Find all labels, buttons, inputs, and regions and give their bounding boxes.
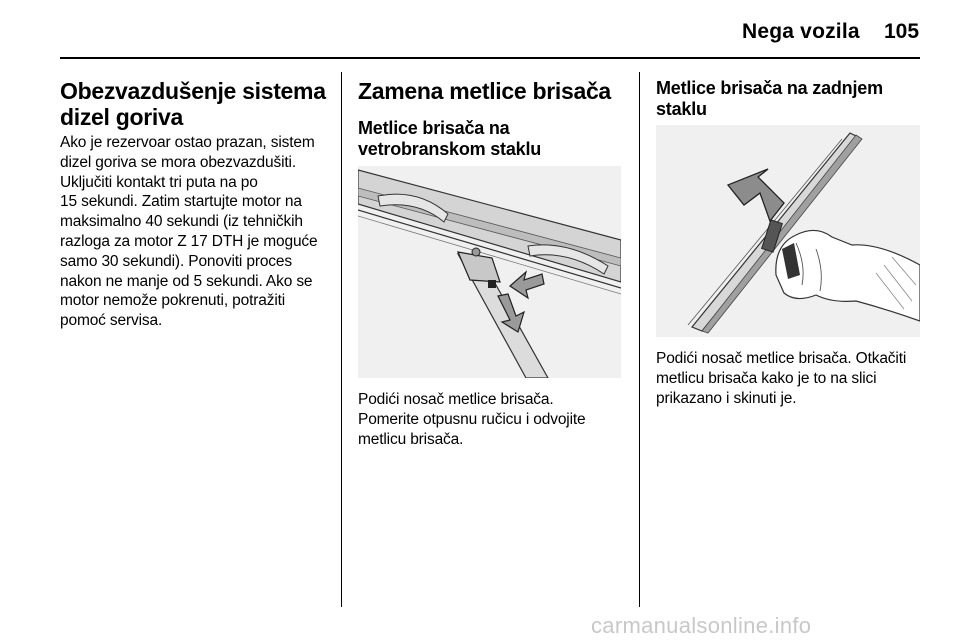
subheading-rear-window-wiper: Metlice brisača na zadnjem staklu: [656, 78, 883, 119]
watermark: carmanualsonline.info: [591, 613, 812, 638]
rear-wiper-caption: Podići nosač metlice brisača. Otkačiti metlicu brisača kako je to na slici prikazano i skinuti je.: [656, 350, 907, 407]
section-heading-bleeding-fuel: Obezvazdušenje sistema dizel goriva: [60, 78, 326, 130]
rear-wiper-illustration: [656, 125, 920, 337]
header-divider: [60, 57, 920, 59]
page-header-title: Nega vozila: [742, 20, 860, 43]
windscreen-wiper-caption: Podići nosač metlice brisača. Pomerite otpusnu ručicu i odvojite metlicu brisača.: [358, 391, 586, 448]
windscreen-wiper-illustration: [358, 166, 621, 378]
column-divider-1: [341, 72, 342, 607]
page-number: 105: [884, 20, 920, 43]
subheading-windscreen-wiper: Metlice brisača na vetrobranskom staklu: [358, 118, 542, 159]
section-body-bleeding-fuel: Ako je rezervoar ostao prazan, sistem dizel goriva se mora obezvazdušiti. Uključiti kontakt tri puta na po 15 sekundi. Zatim startujte motor na maksimalno 40 sekundi (iz tehničkih razloga za motor Z 17 DTH je moguće samo 30 sekundi). Ponoviti proces nakon ne manje od 5 sekundi. Ako se motor nemože pokrenuti, potražiti pomoć servisa.: [60, 134, 318, 330]
section-heading-wiper-replacement: Zamena metlice brisača: [358, 78, 611, 104]
column-divider-2: [639, 72, 640, 607]
